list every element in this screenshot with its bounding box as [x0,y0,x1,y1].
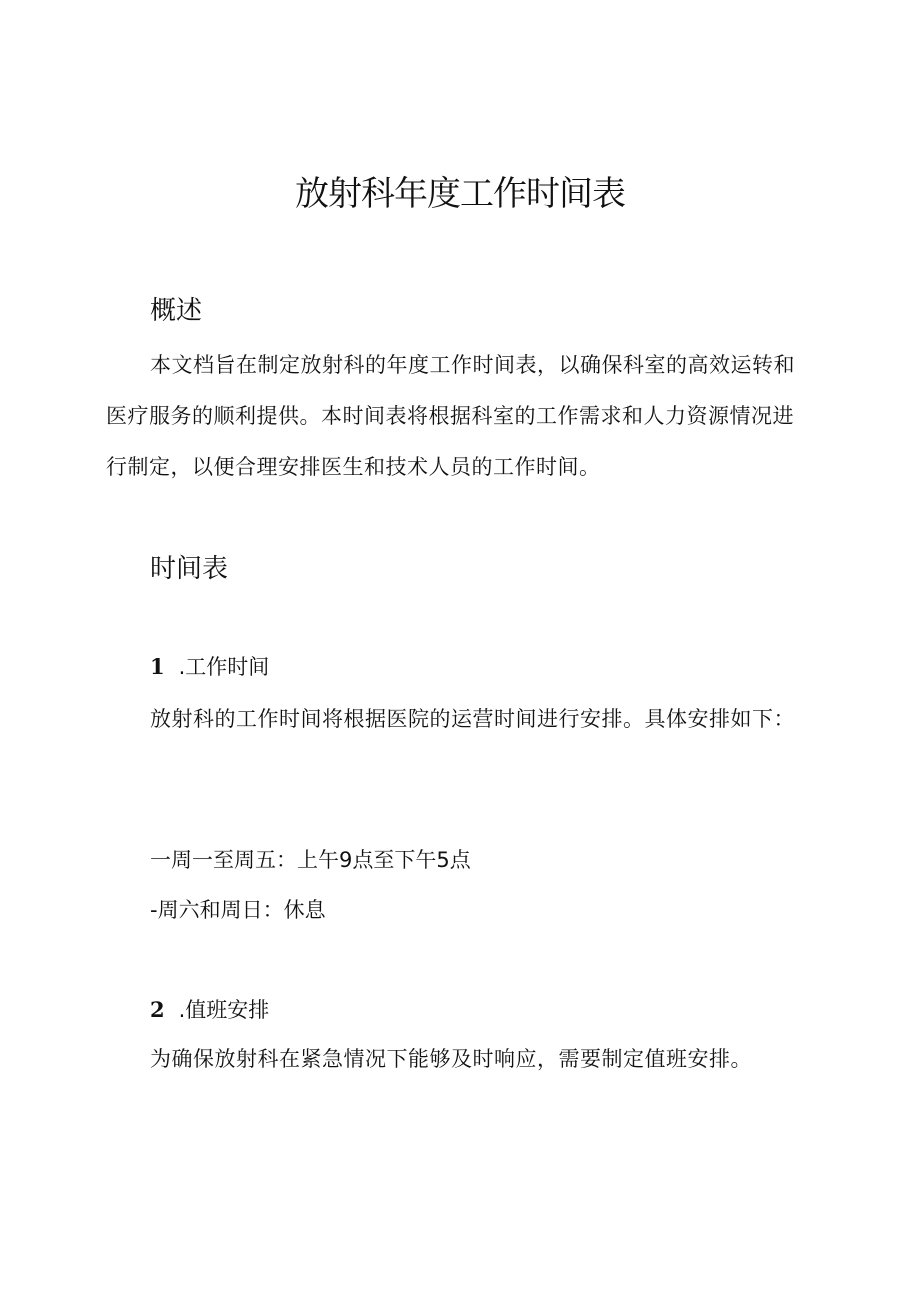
section1-paragraph: 放射科的工作时间将根据医院的运营时间进行安排。具体安排如下： [150,707,795,731]
section1-number: 1 [150,654,165,679]
overview-heading: 概述 [150,296,203,326]
section1-heading [150,652,269,682]
section2-title: .值班安排 [178,998,270,1022]
section2-heading [150,995,269,1025]
overview-paragraph: 本文档旨在制定放射科的年度工作时间表，以确保科室的高效运转和医疗服务的顺利提供。本时间表将根据科室的工作需求和人力资源情况进行制定，以便合理安排医生和技术人员的工作时间。 [106,353,795,479]
section2-paragraph: 为确保放射科在紧急情况下能够及时响应，需要制定值班安排。 [150,1047,752,1071]
section1-title: .工作时间 [178,655,270,679]
weekday-hours-line: 一周一至周五：上午9点至下午5点 [150,848,471,872]
schedule-heading: 时间表 [150,554,229,584]
document-title: 放射科年度工作时间表 [295,174,625,214]
section2-number: 2 [150,997,165,1022]
weekend-hours-line: -周六和周日：休息 [150,898,326,922]
